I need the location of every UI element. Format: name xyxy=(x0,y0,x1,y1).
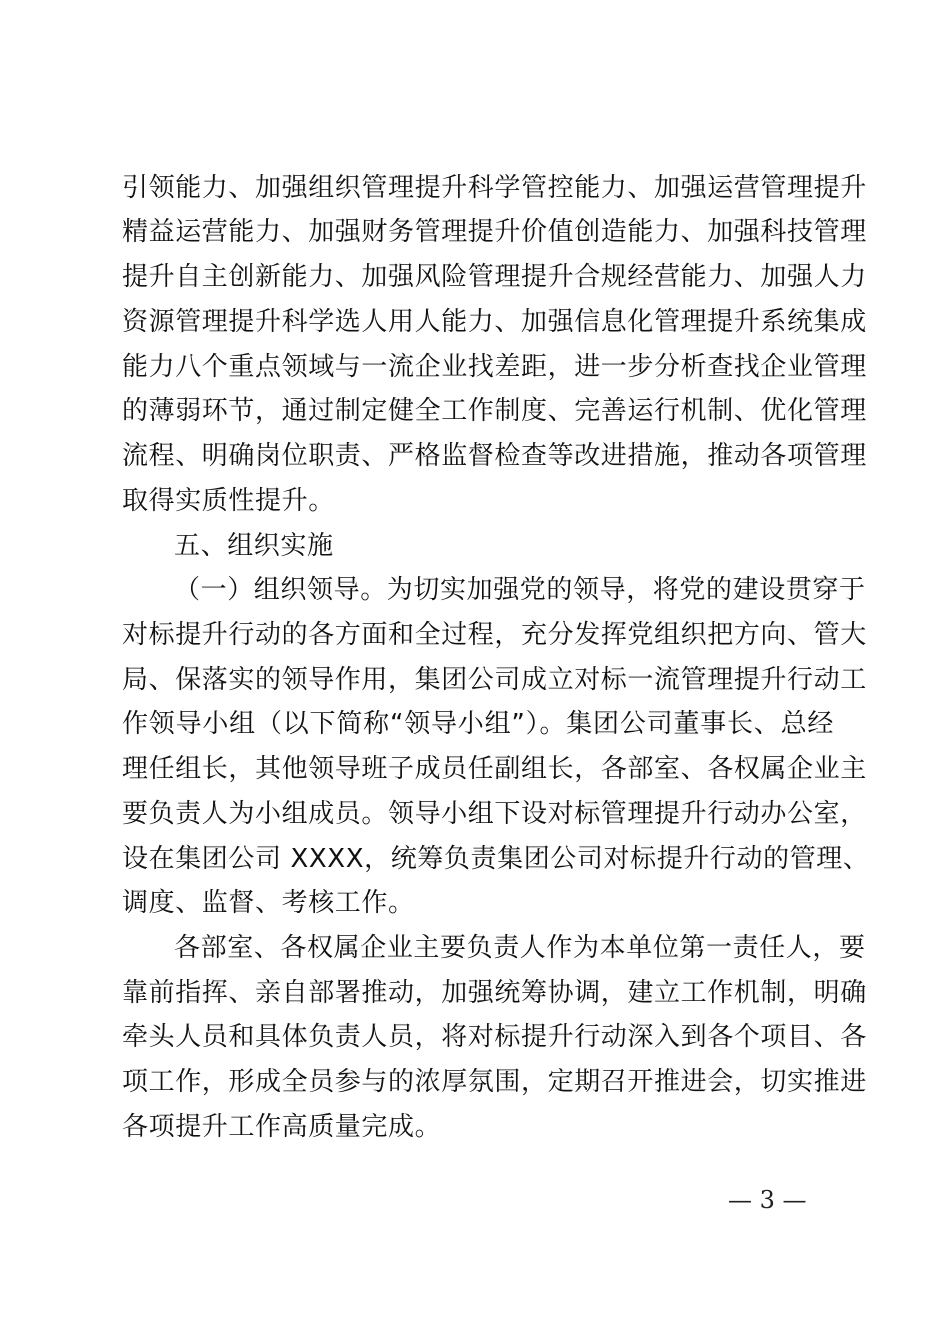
paragraph-1-line-1: 引领能力、加强组织管理提升科学管控能力、加强运营管理提升 xyxy=(122,173,867,203)
page-number: — 3 — xyxy=(728,1186,807,1214)
paragraph-3-line-1: 各部室、各权属企业主要负责人作为本单位第一责任人，要 xyxy=(174,933,866,963)
paragraph-2-line-7: 设在集团公司 XXXX，统筹负责集团公司对标提升行动的管理、 xyxy=(122,844,870,874)
paragraph-1-line-2: 精益运营能力、加强财务管理提升价值创造能力、加强科技管理 xyxy=(122,217,867,247)
paragraph-2-line-1: （一）组织领导。为切实加强党的领导，将党的建设贯穿于 xyxy=(174,575,866,605)
paragraph-3-line-2: 靠前指挥、亲自部署推动，加强统筹协调，建立工作机制，明确 xyxy=(122,978,867,1008)
paragraph-1-line-8: 取得实质性提升。 xyxy=(122,486,335,516)
paragraph-2-line-8: 调度、监督、考核工作。 xyxy=(122,888,415,918)
paragraph-1-line-6: 的薄弱环节，通过制定健全工作制度、完善运行机制、优化管理 xyxy=(122,396,867,426)
paragraph-1-line-7: 流程、明确岗位职责、严格监督检查等改进措施，推动各项管理 xyxy=(122,441,867,471)
paragraph-2-line-2: 对标提升行动的各方面和全过程，充分发挥党组织把方向、管大 xyxy=(122,620,867,650)
paragraph-3-line-3: 牵头人员和具体负责人员，将对标提升行动深入到各个项目、各 xyxy=(122,1022,867,1052)
paragraph-3-line-5: 各项提升工作高质量完成。 xyxy=(122,1112,442,1142)
paragraph-1-line-5: 能力八个重点领域与一流企业找差距，进一步分析查找企业管理 xyxy=(122,352,867,382)
paragraph-2-line-5: 理任组长，其他领导班子成员任副组长，各部室、各权属企业主 xyxy=(122,754,867,784)
paragraph-2-line-3: 局、保落实的领导作用，集团公司成立对标一流管理提升行动工 xyxy=(122,665,867,695)
paragraph-1-line-3: 提升自主创新能力、加强风险管理提升合规经营能力、加强人力 xyxy=(122,262,867,292)
paragraph-3-line-4: 项工作，形成全员参与的浓厚氛围，定期召开推进会，切实推进 xyxy=(122,1067,867,1097)
section-heading: 五、组织实施 xyxy=(174,531,334,561)
paragraph-1-line-4: 资源管理提升科学选人用人能力、加强信息化管理提升系统集成 xyxy=(122,307,867,337)
paragraph-2-line-4: 作领导小组（以下简称“领导小组”）。集团公司董事长、总经 xyxy=(122,709,834,739)
paragraph-2-line-6: 要负责人为小组成员。领导小组下设对标管理提升行动办公室， xyxy=(122,799,867,829)
